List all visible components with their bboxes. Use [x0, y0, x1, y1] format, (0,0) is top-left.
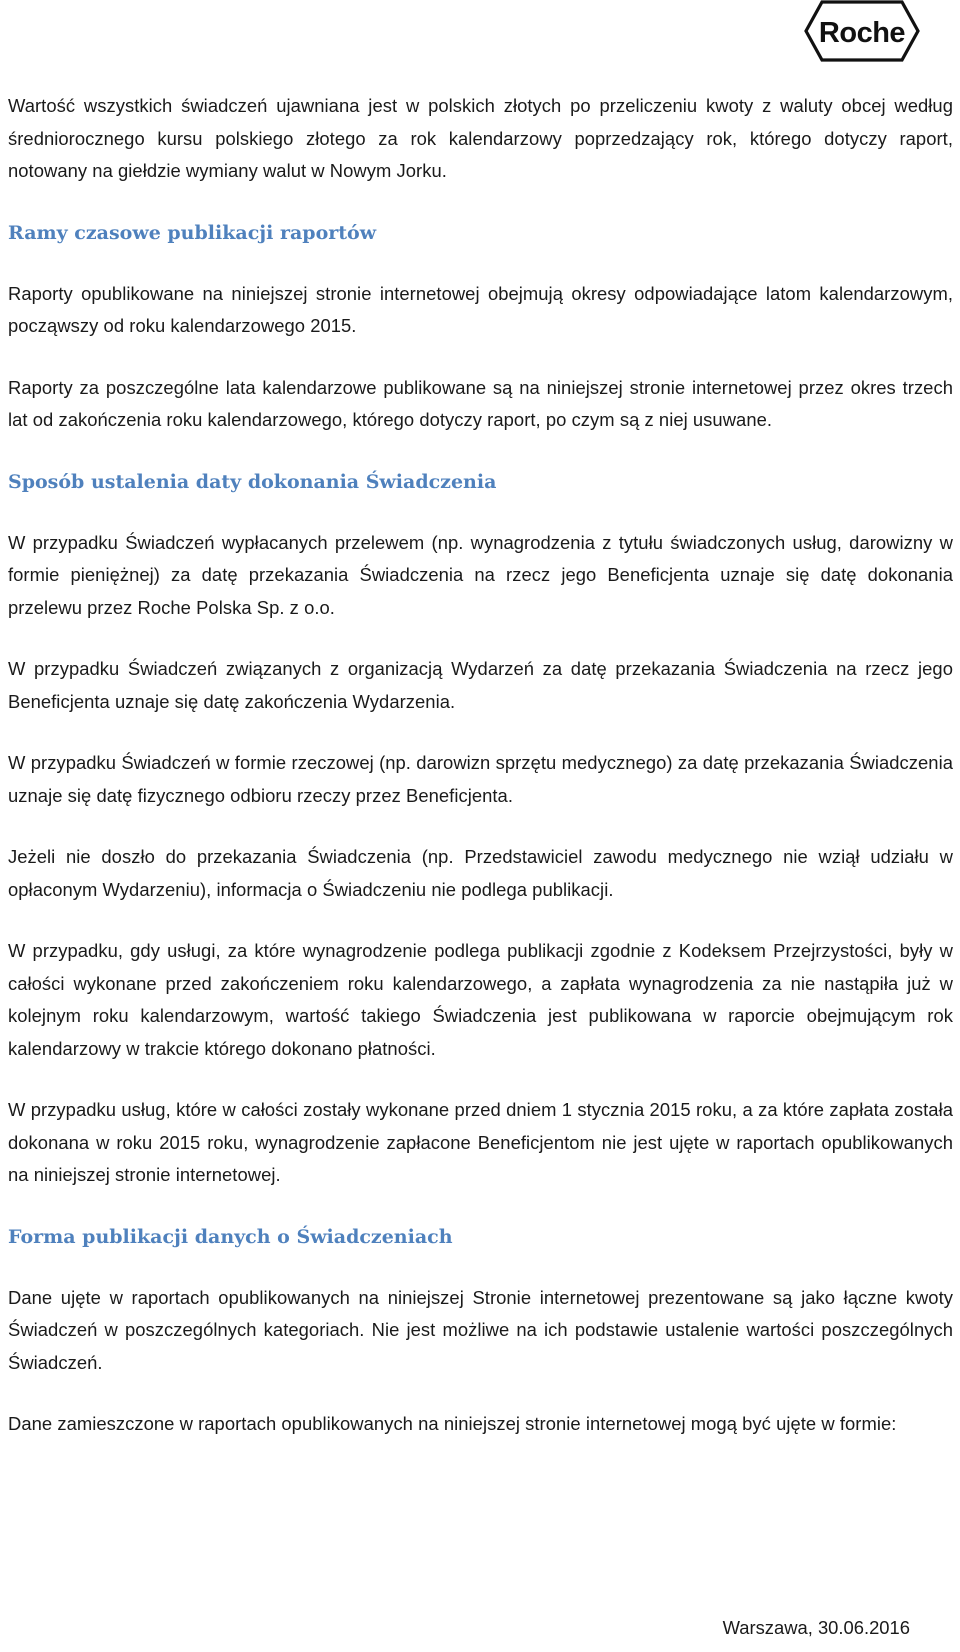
- section-heading-timeframe: Ramy czasowe publikacji raportów: [8, 221, 377, 244]
- paragraph: Dane zamieszczone w raportach opublikowanych na niniejszej stronie internetowej mogą być ujęte w formie:: [8, 1413, 897, 1434]
- document-body: [8, 90, 953, 1441]
- paragraph: W przypadku Świadczeń w formie rzeczowej (np. darowizn sprzętu medycznego) za datę przekazania Świadczenia uznaje się datę fizycznego odbioru rzeczy przez Beneficjenta.: [8, 752, 953, 806]
- paragraph: W przypadku usług, które w całości zostały wykonane przed dniem 1 stycznia 2015 roku, a za które zapłata została dokonana w roku 2015 roku, wynagrodzenie zapłacone Beneficjentom nie jest ujęte w raportach opublikowanych na niniejszej stronie internetowej.: [8, 1099, 953, 1185]
- paragraph: Raporty opublikowane na niniejszej stronie internetowej obejmują okresy odpowiadające latom kalendarzowym, począwszy od roku kalendarzowego 2015.: [8, 282, 953, 336]
- roche-logo-icon: [804, 0, 920, 62]
- intro-paragraph: Wartość wszystkich świadczeń ujawniana jest w polskich złotych po przeliczeniu kwoty z waluty obcej według średniorocznego kursu polskiego złotego za rok kalendarzowy poprzedzający rok, którego dotyczy raport, notowany na giełdzie wymiany walut w Nowym Jorku.: [8, 95, 953, 181]
- paragraph: Dane ujęte w raportach opublikowanych na niniejszej Stronie internetowej prezentowane są jako łączne kwoty Świadczeń w poszczególnych kategoriach. Nie jest możliwe na ich podstawie ustalenie wartości poszczególnych Świadczeń.: [8, 1286, 953, 1373]
- paragraph: Jeżeli nie doszło do przekazania Świadczenia (np. Przedstawiciel zawodu medycznego nie wziął udziału w opłaconym Wydarzeniu), informacja o Świadczeniu nie podlega publikacji.: [8, 846, 953, 900]
- logo-text: Roche: [818, 17, 906, 49]
- roche-logo: [804, 0, 920, 62]
- footer-place-date: Warszawa, 30.06.2016: [722, 1617, 910, 1638]
- paragraph: W przypadku Świadczeń związanych z organizacją Wydarzeń za datę przekazania Świadczenia na rzecz jego Beneficjenta uznaje się datę zakończenia Wydarzenia.: [8, 658, 953, 712]
- paragraph: Raporty za poszczególne lata kalendarzowe publikowane są na niniejszej stronie internetowej przez okres trzech lat od zakończenia roku kalendarzowego, którego dotyczy raport, po czym są z niej usuwane.: [8, 376, 953, 430]
- section-heading-date-determination: Sposób ustalenia daty dokonania Świadczenia: [8, 470, 497, 493]
- paragraph: W przypadku Świadczeń wypłacanych przelewem (np. wynagrodzenia z tytułu świadczonych usług, darowizny w formie pieniężnej) za datę przekazania Świadczenia na rzecz jego Beneficjenta uznaje się datę dokonania przelewu przez Roche Polska Sp. z o.o.: [8, 531, 953, 618]
- section-heading-publication-form: Forma publikacji danych o Świadczeniach: [8, 1225, 453, 1248]
- paragraph: W przypadku, gdy usługi, za które wynagrodzenie podlega publikacji zgodnie z Kodeksem Przejrzystości, były w całości wykonane przed zakończeniem roku kalendarzowego, a zapłata wynagrodzenia za nie nastąpiła już w kolejnym roku kalendarzowym, wartość takiego Świadczenia jest publikowana w raporcie obejmującym rok kalendarzowy w trakcie którego dokonano płatności.: [8, 940, 953, 1059]
